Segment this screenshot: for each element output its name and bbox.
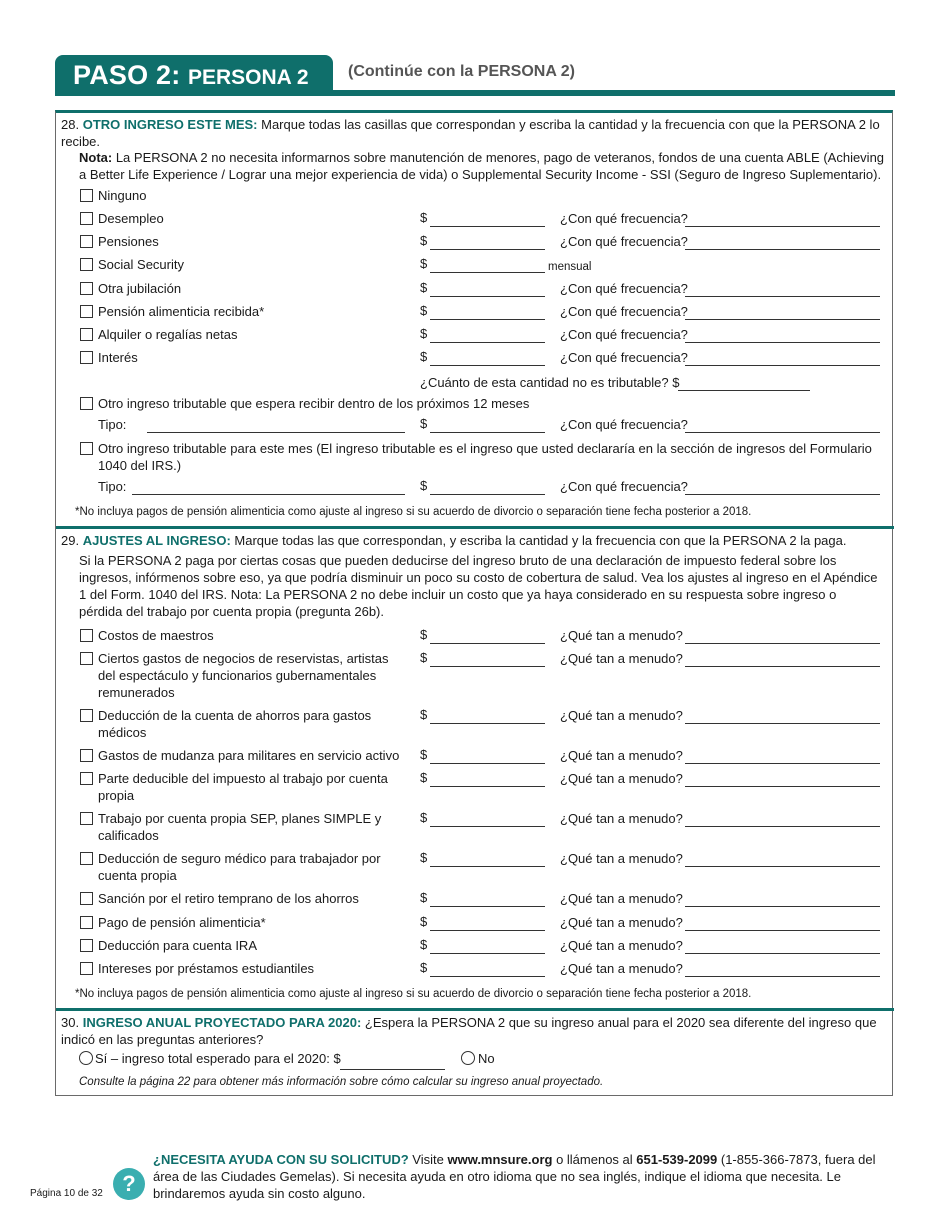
checkbox-adjustment[interactable] [80, 749, 93, 762]
income-label: Pensión alimenticia recibida* [98, 304, 265, 319]
dollar-sign: $ [420, 890, 428, 905]
adjustment-label: Trabajo por cuenta propia SEP, planes SIMPLE y calificados [98, 811, 382, 843]
income-amount-field[interactable] [430, 249, 545, 250]
type-label: Tipo: [98, 479, 127, 494]
adjustment-often-field[interactable] [685, 866, 880, 867]
adjustment-label: Deducción de la cuenta de ahorros para gastos médicos [98, 708, 372, 740]
nontaxable-amount-field[interactable] [678, 390, 810, 391]
checkbox-adjustment[interactable] [80, 852, 93, 865]
q30-question [61, 1014, 883, 1048]
checkbox-income[interactable] [80, 258, 93, 271]
often-label: ¿Qué tan a menudo? [560, 771, 683, 786]
q29-title: AJUSTES AL INGRESO: [82, 533, 231, 548]
often-label: ¿Qué tan a menudo? [560, 651, 683, 666]
header-subtitle: (Continúe con la PERSONA 2) [348, 63, 575, 80]
adjustment-amount-field[interactable] [430, 643, 545, 644]
adjustment-often-field[interactable] [685, 666, 880, 667]
amount-field-this-month[interactable] [430, 494, 545, 495]
freq-label: ¿Con qué frecuencia? [560, 304, 688, 319]
type-field-12-months[interactable] [147, 432, 405, 433]
checkbox-income[interactable] [80, 212, 93, 225]
label-other-12-months: Otro ingreso tributable que espera recibir dentro de los próximos 12 meses [98, 396, 530, 411]
q28-intro [61, 116, 883, 150]
adjustment-label: Gastos de mudanza para militares en servicio activo [98, 748, 400, 763]
income-amount-field[interactable] [430, 319, 545, 320]
adjustment-often-field[interactable] [685, 930, 880, 931]
dollar-sign: $ [420, 256, 428, 271]
adjustment-often-field[interactable] [685, 763, 880, 764]
checkbox-income[interactable] [80, 328, 93, 341]
label-no: No [478, 1051, 495, 1066]
adjustment-label: Pago de pensión alimenticia* [98, 915, 266, 930]
checkbox-other-this-month[interactable] [80, 442, 93, 455]
expected-income-field[interactable] [340, 1069, 445, 1070]
adjustment-amount-field[interactable] [430, 866, 545, 867]
dollar-sign: $ [420, 349, 428, 364]
adjustment-label: Deducción de seguro médico para trabajador por cuenta propia [98, 851, 381, 883]
income-label: Pensiones [98, 234, 159, 249]
adjustment-amount-field[interactable] [430, 953, 545, 954]
income-freq-field[interactable] [685, 249, 880, 250]
often-label: ¿Qué tan a menudo? [560, 961, 683, 976]
freq-label: ¿Con qué frecuencia? [560, 417, 688, 432]
often-label: ¿Qué tan a menudo? [560, 708, 683, 723]
help-call: o llámenos al [552, 1152, 637, 1167]
often-label: ¿Qué tan a menudo? [560, 891, 683, 906]
section-divider [56, 526, 894, 529]
checkbox-income[interactable] [80, 351, 93, 364]
help-rest: (1-855-366-7873, fuera del área de las Ciudades Gemelas). Si necesita ayuda en otro idioma que no sea inglés, indique el idioma que necesita. Le brindaremos ayuda sin costo alguno. [153, 1152, 876, 1201]
section-divider [56, 1008, 894, 1011]
checkbox-income[interactable] [80, 235, 93, 248]
dollar-sign: $ [420, 303, 428, 318]
nontaxable-label: ¿Cuánto de esta cantidad no es tributable? $ [420, 375, 680, 390]
label-other-this-month: Otro ingreso tributable para este mes (El ingreso tributable es el ingreso que usted declararía en la sección de ingresos del Formulario 1040 del IRS.) [98, 441, 872, 473]
adjustment-label: Deducción para cuenta IRA [98, 938, 257, 953]
checkbox-adjustment[interactable] [80, 812, 93, 825]
dollar-sign: $ [420, 280, 428, 295]
page-number: Página 10 de 32 [30, 1188, 103, 1199]
freq-label: ¿Con qué frecuencia? [560, 281, 688, 296]
radio-yes[interactable] [79, 1051, 93, 1065]
income-label: Desempleo [98, 211, 164, 226]
label-yes: Sí – ingreso total esperado para el 2020: $ [95, 1051, 341, 1066]
adjustment-label: Sanción por el retiro temprano de los ahorros [98, 891, 359, 906]
freq-label: ¿Con qué frecuencia? [560, 350, 688, 365]
dollar-sign: $ [420, 770, 428, 785]
adjustment-amount-field[interactable] [430, 666, 545, 667]
type-label: Tipo: [98, 417, 127, 432]
adjustment-often-field[interactable] [685, 906, 880, 907]
adjustment-label: Intereses por préstamos estudiantiles [98, 961, 315, 976]
adjustment-amount-field[interactable] [430, 826, 545, 827]
q29-intro [61, 532, 883, 549]
income-freq-field[interactable] [685, 365, 880, 366]
adjustment-label: Parte deducible del impuesto al trabajo por cuenta propia [98, 771, 388, 803]
adjustment-often-field[interactable] [685, 953, 880, 954]
help-lead: ¿NECESITA AYUDA CON SU SOLICITUD? [153, 1152, 409, 1167]
often-label: ¿Qué tan a menudo? [560, 628, 683, 643]
q29-instructions: Marque todas las que correspondan, y escriba la cantidad y la frecuencia con que la PERSONA 2 la paga. [230, 533, 847, 548]
dollar-sign: $ [420, 707, 428, 722]
help-footer [153, 1151, 895, 1202]
q30-number: 30. [61, 1015, 80, 1030]
q29-number: 29. [61, 533, 80, 548]
dollar-sign: $ [420, 850, 428, 865]
help-url-link[interactable]: www.mnsure.org [447, 1152, 553, 1167]
checkbox-adjustment[interactable] [80, 939, 93, 952]
dollar-sign: $ [420, 416, 428, 431]
question-icon: ? [113, 1168, 145, 1200]
checkbox-adjustment[interactable] [80, 772, 93, 785]
income-freq-field[interactable] [685, 226, 880, 227]
freq-field-12-months[interactable] [685, 432, 880, 433]
label-none: Ninguno [98, 188, 147, 203]
checkbox-adjustment[interactable] [80, 916, 93, 929]
often-label: ¿Qué tan a menudo? [560, 851, 683, 866]
adjustment-often-field[interactable] [685, 826, 880, 827]
radio-no[interactable] [461, 1051, 475, 1065]
adjustment-often-field[interactable] [685, 723, 880, 724]
checkbox-adjustment[interactable] [80, 962, 93, 975]
often-label: ¿Qué tan a menudo? [560, 915, 683, 930]
income-amount-field[interactable] [430, 296, 545, 297]
checkbox-other-12-months[interactable] [80, 397, 93, 410]
help-visit: Visite [408, 1152, 448, 1167]
adjustment-amount-field[interactable] [430, 906, 545, 907]
income-amount-field[interactable] [430, 342, 545, 343]
step-label: PASO 2: [73, 60, 181, 90]
dollar-sign: $ [420, 478, 428, 493]
often-label: ¿Qué tan a menudo? [560, 748, 683, 763]
adjustment-amount-field[interactable] [430, 976, 545, 977]
amount-field-12-months[interactable] [430, 432, 545, 433]
adjustment-label: Costos de maestros [98, 628, 214, 643]
adjustment-often-field[interactable] [685, 643, 880, 644]
checkbox-adjustment[interactable] [80, 709, 93, 722]
freq-field-this-month[interactable] [685, 494, 880, 495]
income-label: Social Security [98, 257, 184, 272]
dollar-sign: $ [420, 960, 428, 975]
q28-footnote: *No incluya pagos de pensión alimenticia como ajuste al ingreso si su acuerdo de divorcio o separación tiene fecha posterior a 2018. [75, 506, 752, 518]
adjustment-amount-field[interactable] [430, 723, 545, 724]
income-label: Alquiler o regalías netas [98, 327, 238, 342]
q28-number: 28. [61, 117, 80, 132]
checkbox-adjustment[interactable] [80, 652, 93, 665]
dollar-sign: $ [420, 937, 428, 952]
dollar-sign: $ [420, 810, 428, 825]
freq-label: ¿Con qué frecuencia? [560, 479, 688, 494]
dollar-sign: $ [420, 914, 428, 929]
q28-title: OTRO INGRESO ESTE MES: [82, 117, 258, 132]
q30-title: INGRESO ANUAL PROYECTADO PARA 2020: [82, 1015, 362, 1030]
dollar-sign: $ [420, 650, 428, 665]
adjustment-amount-field[interactable] [430, 786, 545, 787]
q28-instructions: Marque todas las casillas que correspondan y escriba la cantidad y la frecuencia con que la PERSONA 2 lo recibe. [61, 117, 880, 149]
dollar-sign: $ [420, 210, 428, 225]
note-text: La PERSONA 2 no necesita informarnos sobre manutención de menores, pago de veteranos, fondos de una cuenta ABLE (Achieving a Better Life Experience / Lograr una mejor experiencia de vida) o Supplemental Security Income - SSI (Seguro de Ingreso Suplementario). [79, 150, 885, 182]
often-label: ¿Qué tan a menudo? [560, 811, 683, 826]
checkbox-income[interactable] [80, 282, 93, 295]
income-label: Interés [98, 350, 138, 365]
income-amount-field[interactable] [430, 365, 545, 366]
adjustment-often-field[interactable] [685, 786, 880, 787]
checkbox-adjustment[interactable] [80, 892, 93, 905]
checkbox-income[interactable] [80, 305, 93, 318]
monthly-label: mensual [548, 261, 592, 273]
adjustment-amount-field[interactable] [430, 763, 545, 764]
person-label: PERSONA 2 [188, 66, 309, 89]
adjustment-often-field[interactable] [685, 976, 880, 977]
dollar-sign: $ [420, 233, 428, 248]
dollar-sign: $ [420, 627, 428, 642]
note-label: Nota: [79, 150, 113, 165]
help-phone: 651-539-2099 [636, 1152, 718, 1167]
adjustment-label: Ciertos gastos de negocios de reservistas, artistas del espectáculo y funcionarios gubernamentales remunerados [98, 651, 389, 700]
header-rule [55, 90, 895, 96]
income-freq-field[interactable] [685, 342, 880, 343]
freq-label: ¿Con qué frecuencia? [560, 234, 688, 249]
income-amount-field[interactable] [430, 226, 545, 227]
freq-label: ¿Con qué frecuencia? [560, 327, 688, 342]
freq-label: ¿Con qué frecuencia? [560, 211, 688, 226]
q30-note: Consulte la página 22 para obtener más información sobre cómo calcular su ingreso anual proyectado. [79, 1076, 604, 1088]
q30-question-text: ¿Espera la PERSONA 2 que su ingreso anual para el 2020 sea diferente del ingreso que indicó en las preguntas anteriores? [61, 1015, 877, 1047]
income-freq-field[interactable] [685, 319, 880, 320]
often-label: ¿Qué tan a menudo? [560, 938, 683, 953]
q29-paragraph: Si la PERSONA 2 paga por ciertas cosas que pueden deducirse del ingreso bruto de una declaración de impuesto federal sobre los ingresos, infórmenos sobre eso, ya que podría disminuir un poco su costo de cobertura de salud. Vea los ajustes al ingreso en el Apéndice 1 del Form. 1040 del IRS. Nota: La PERSONA 2 no debe incluir un costo que ya haya considerado en su respuesta sobre ingreso o pérdida del trabajo por cuenta propia (pregunta 26b). [79, 553, 878, 619]
dollar-sign: $ [420, 326, 428, 341]
checkbox-adjustment[interactable] [80, 629, 93, 642]
type-field-this-month[interactable] [132, 494, 405, 495]
income-label: Otra jubilación [98, 281, 182, 296]
dollar-sign: $ [420, 747, 428, 762]
income-freq-field[interactable] [685, 296, 880, 297]
adjustment-amount-field[interactable] [430, 930, 545, 931]
checkbox-none[interactable] [80, 189, 93, 202]
step-header-tab [55, 55, 333, 95]
income-amount-field[interactable] [430, 272, 545, 273]
q29-footnote: *No incluya pagos de pensión alimenticia como ajuste al ingreso si su acuerdo de divorcio o separación tiene fecha posterior a 2018. [75, 988, 752, 1000]
q28-note [79, 149, 885, 183]
